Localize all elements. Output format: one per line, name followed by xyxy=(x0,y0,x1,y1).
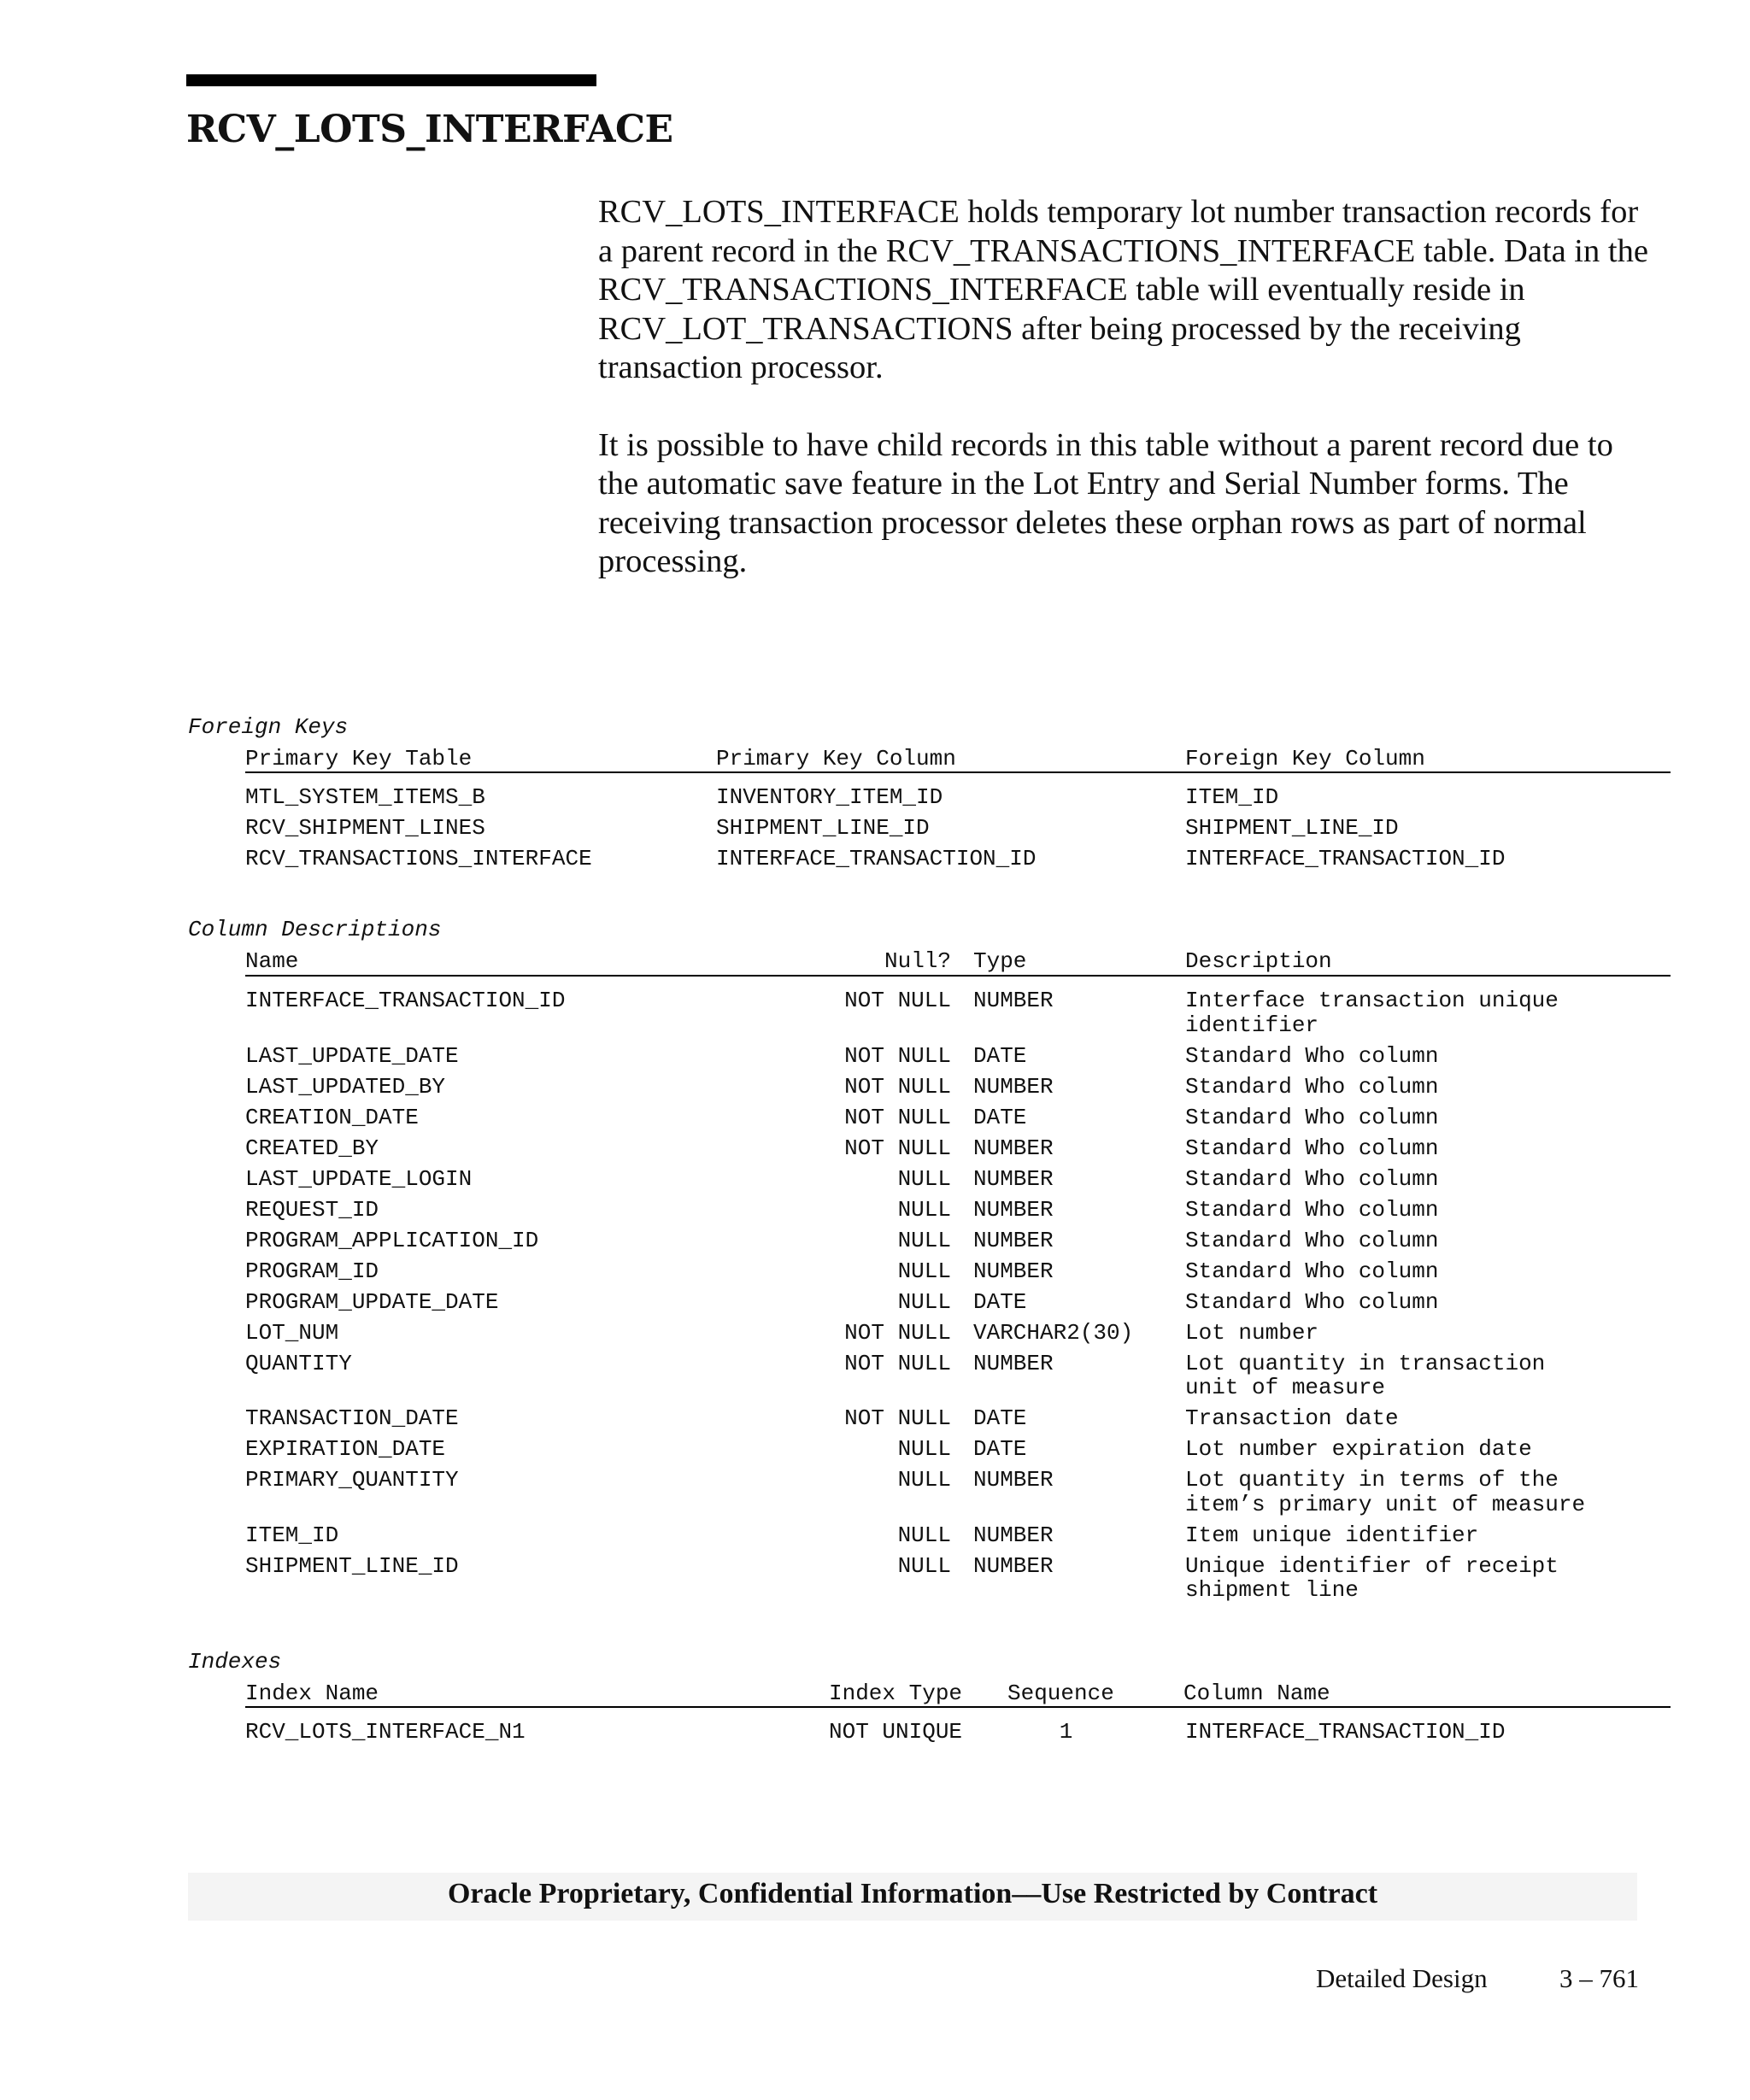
column-description: Standard Who column xyxy=(1185,1227,1439,1253)
column-description: Standard Who column xyxy=(1185,1073,1439,1100)
fk-fk-column: INTERFACE_TRANSACTION_ID xyxy=(1185,846,1506,871)
column-name: TRANSACTION_DATE xyxy=(245,1405,459,1431)
column-description: item’s primary unit of measure xyxy=(1185,1491,1586,1517)
column-null: NOT NULL xyxy=(844,1135,951,1161)
fk-fk-column: ITEM_ID xyxy=(1185,784,1279,810)
footer-page-number: 3 – 761 xyxy=(1559,1963,1639,1993)
index-name: RCV_LOTS_INTERFACE_N1 xyxy=(245,1719,526,1745)
column-descriptions-label: Column Descriptions xyxy=(188,917,442,942)
idx-header-index-name: Index Name xyxy=(245,1681,379,1706)
fk-pk-table: RCV_TRANSACTIONS_INTERFACE xyxy=(245,846,592,871)
column-description: unit of measure xyxy=(1185,1375,1386,1400)
column-description: Standard Who column xyxy=(1185,1104,1439,1130)
column-description: Standard Who column xyxy=(1185,1196,1439,1223)
column-null: NOT NULL xyxy=(844,988,951,1013)
index-column-name: INTERFACE_TRANSACTION_ID xyxy=(1185,1719,1506,1745)
intro-paragraph-1: RCV_LOTS_INTERFACE holds temporary lot number transaction records for a parent record in the RCV_TRANSACTIONS_INTERFACE table. Data in the RCV_TRANSACTIONS_INTERFACE table will eventually reside in RCV_LOT_TRANSACTIONS after being processed by the receiving transaction processor. xyxy=(598,194,1648,385)
column-description: Standard Who column xyxy=(1185,1258,1439,1284)
column-type: NUMBER xyxy=(973,1467,1054,1493)
confidential-notice: Oracle Proprietary, Confidential Information––Use Restricted by Contract xyxy=(447,1878,1378,1909)
column-name: CREATION_DATE xyxy=(245,1104,419,1130)
intro-text xyxy=(598,193,1658,620)
index-sequence: 1 xyxy=(1059,1719,1073,1745)
fk-pk-table: MTL_SYSTEM_ITEMS_B xyxy=(245,784,485,810)
column-description: Standard Who column xyxy=(1185,1135,1439,1161)
fk-pk-column: INTERFACE_TRANSACTION_ID xyxy=(716,846,1036,871)
fk-pk-column: SHIPMENT_LINE_ID xyxy=(716,815,930,841)
column-name: PROGRAM_ID xyxy=(245,1258,379,1284)
column-description: Interface transaction unique xyxy=(1185,988,1559,1013)
column-name: QUANTITY xyxy=(245,1350,352,1376)
idx-header-rule xyxy=(245,1706,1671,1708)
column-type: NUMBER xyxy=(973,1227,1054,1253)
column-description: Item unique identifier xyxy=(1185,1522,1479,1548)
column-null: NULL xyxy=(897,1258,951,1284)
column-description: shipment line xyxy=(1185,1577,1359,1603)
column-name: PROGRAM_APPLICATION_ID xyxy=(245,1227,539,1253)
fk-header-fk-column: Foreign Key Column xyxy=(1185,746,1425,771)
col-header-rule xyxy=(245,975,1671,977)
column-null: NOT NULL xyxy=(844,1073,951,1100)
page-title: RCV_LOTS_INTERFACE xyxy=(186,108,673,151)
column-type: NUMBER xyxy=(973,1073,1054,1100)
column-type: DATE xyxy=(973,1436,1027,1462)
column-name: PRIMARY_QUANTITY xyxy=(245,1467,459,1493)
column-description: Standard Who column xyxy=(1185,1165,1439,1192)
fk-header-pk-column: Primary Key Column xyxy=(716,746,956,771)
top-rule xyxy=(186,74,596,86)
column-null: NULL xyxy=(897,1288,951,1315)
indexes-label: Indexes xyxy=(188,1649,282,1675)
column-type: DATE xyxy=(973,1104,1027,1130)
column-name: LAST_UPDATE_DATE xyxy=(245,1042,459,1069)
column-null: NOT NULL xyxy=(844,1104,951,1130)
column-description: Lot quantity in transaction xyxy=(1185,1350,1546,1376)
column-name: SHIPMENT_LINE_ID xyxy=(245,1552,459,1579)
fk-pk-table: RCV_SHIPMENT_LINES xyxy=(245,815,485,841)
column-type: NUMBER xyxy=(973,1196,1054,1223)
column-description: identifier xyxy=(1185,1012,1319,1038)
col-header-type: Type xyxy=(973,948,1027,974)
index-type: NOT UNIQUE xyxy=(829,1719,963,1745)
column-type: NUMBER xyxy=(973,1258,1054,1284)
column-type: NUMBER xyxy=(973,1350,1054,1376)
column-type: NUMBER xyxy=(973,988,1054,1013)
column-description: Lot quantity in terms of the xyxy=(1185,1467,1559,1493)
intro-paragraph-2: It is possible to have child records in this table without a parent record due to the automatic save feature in the Lot Entry and Serial Number forms. The receiving transaction processor deletes these orphan rows as part of normal processing. xyxy=(598,426,1613,579)
column-name: LOT_NUM xyxy=(245,1319,339,1346)
column-name: REQUEST_ID xyxy=(245,1196,379,1223)
fk-header-rule xyxy=(245,771,1671,773)
idx-header-index-type: Index Type xyxy=(829,1681,963,1706)
column-name: EXPIRATION_DATE xyxy=(245,1436,446,1462)
column-null: NOT NULL xyxy=(844,1042,951,1069)
column-name: INTERFACE_TRANSACTION_ID xyxy=(245,988,566,1013)
column-null: NULL xyxy=(897,1522,951,1548)
column-description: Lot number expiration date xyxy=(1185,1436,1532,1462)
column-null: NULL xyxy=(897,1196,951,1223)
column-name: LAST_UPDATE_LOGIN xyxy=(245,1165,473,1192)
column-type: DATE xyxy=(973,1042,1027,1069)
column-name: CREATED_BY xyxy=(245,1135,379,1161)
column-type: DATE xyxy=(973,1405,1027,1431)
fk-header-pk-table: Primary Key Table xyxy=(245,746,473,771)
column-description: Lot number xyxy=(1185,1319,1319,1346)
col-header-name: Name xyxy=(245,948,299,974)
column-null: NULL xyxy=(897,1227,951,1253)
column-null: NOT NULL xyxy=(844,1319,951,1346)
column-name: PROGRAM_UPDATE_DATE xyxy=(245,1288,499,1315)
column-null: NULL xyxy=(897,1467,951,1493)
fk-fk-column: SHIPMENT_LINE_ID xyxy=(1185,815,1399,841)
footer-section-name: Detailed Design xyxy=(1316,1963,1488,1993)
column-description: Transaction date xyxy=(1185,1405,1399,1431)
column-type: NUMBER xyxy=(973,1165,1054,1192)
idx-header-sequence: Sequence xyxy=(1007,1681,1114,1706)
column-type: DATE xyxy=(973,1288,1027,1315)
column-null: NULL xyxy=(897,1436,951,1462)
column-name: ITEM_ID xyxy=(245,1522,339,1548)
column-null: NOT NULL xyxy=(844,1405,951,1431)
foreign-keys-label: Foreign Keys xyxy=(188,714,349,740)
column-null: NULL xyxy=(897,1552,951,1579)
column-type: NUMBER xyxy=(973,1522,1054,1548)
column-type: NUMBER xyxy=(973,1135,1054,1161)
column-null: NOT NULL xyxy=(844,1350,951,1376)
col-header-description: Description xyxy=(1185,948,1332,974)
column-type: VARCHAR2(30) xyxy=(973,1319,1134,1346)
column-description: Standard Who column xyxy=(1185,1042,1439,1069)
column-type: NUMBER xyxy=(973,1552,1054,1579)
column-description: Standard Who column xyxy=(1185,1288,1439,1315)
col-header-null: Null? xyxy=(884,948,951,974)
column-description: Unique identifier of receipt xyxy=(1185,1552,1559,1579)
column-name: LAST_UPDATED_BY xyxy=(245,1073,446,1100)
column-null: NULL xyxy=(897,1165,951,1192)
idx-header-column-name: Column Name xyxy=(1183,1681,1330,1706)
fk-pk-column: INVENTORY_ITEM_ID xyxy=(716,784,943,810)
